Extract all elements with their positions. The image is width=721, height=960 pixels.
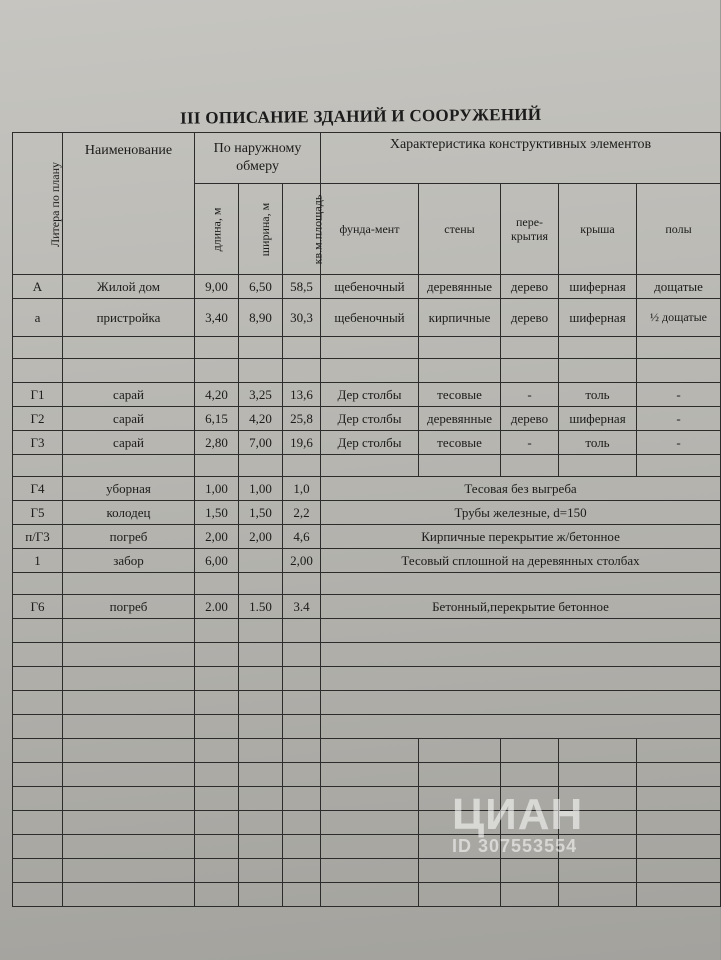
buildings-table <box>12 132 721 907</box>
header-overlap: пере-крытия <box>501 184 559 275</box>
watermark-logo: ЦИАН <box>452 790 584 839</box>
empty-row <box>13 787 721 811</box>
empty-row <box>13 573 721 595</box>
empty-row <box>13 883 721 907</box>
empty-row <box>13 359 721 383</box>
table-row: Г2 сарай 6,15 4,20 25,8 Дер столбы деревянные дерево шиферная - <box>13 407 721 431</box>
empty-row <box>13 763 721 787</box>
header-name: Наименование <box>63 133 195 275</box>
table-row: Г4 уборная 1,00 1,00 1,0 Тесовая без выгреба <box>13 477 721 501</box>
header-litera: Литера по плану <box>13 133 63 275</box>
header-length: длина, м <box>195 184 239 275</box>
header-walls: стены <box>419 184 501 275</box>
header-floors: полы <box>637 184 721 275</box>
header-outer: По наружному обмеру <box>195 133 321 184</box>
table-row: 1 забор 6,00 2,00 Тесовый сплошной на деревянных столбах <box>13 549 721 573</box>
empty-row <box>13 643 721 667</box>
empty-row <box>13 619 721 643</box>
empty-row <box>13 715 721 739</box>
empty-row <box>13 811 721 835</box>
empty-row <box>13 739 721 763</box>
table-row: А Жилой дом 9,00 6,50 58,5 щебеночный деревянные дерево шиферная дощатые <box>13 275 721 299</box>
table-row: Г6 погреб 2.00 1.50 3.4 Бетонный,перекрытие бетонное <box>13 595 721 619</box>
header-area: кв.м.площадь <box>283 184 321 275</box>
empty-row <box>13 337 721 359</box>
table-row: Г1 сарай 4,20 3,25 13,6 Дер столбы тесовые - толь - <box>13 383 721 407</box>
empty-row <box>13 859 721 883</box>
document-title: III ОПИСАНИЕ ЗДАНИЙ И СООРУЖЕНИЙ <box>179 104 542 128</box>
header-foundation: фунда-мент <box>321 184 419 275</box>
empty-row <box>13 667 721 691</box>
header-characteristics: Характеристика конструктивных элементов <box>321 133 721 184</box>
table-row: Г5 колодец 1,50 1,50 2,2 Трубы железные, d=150 <box>13 501 721 525</box>
table-row: а пристройка 3,40 8,90 30,3 щебеночный кирпичные дерево шиферная ½ дощатые <box>13 299 721 337</box>
empty-row <box>13 691 721 715</box>
watermark <box>452 790 583 857</box>
empty-row <box>13 835 721 859</box>
table-row: Г3 сарай 2,80 7,00 19,6 Дер столбы тесовые - толь - <box>13 431 721 455</box>
table-row: п/Г3 погреб 2,00 2,00 4,6 Кирпичные перекрытие ж/бетонное <box>13 525 721 549</box>
header-roof: крыша <box>559 184 637 275</box>
watermark-id: ID 307553554 <box>452 836 578 856</box>
empty-row <box>13 455 721 477</box>
header-width: ширина, м <box>239 184 283 275</box>
